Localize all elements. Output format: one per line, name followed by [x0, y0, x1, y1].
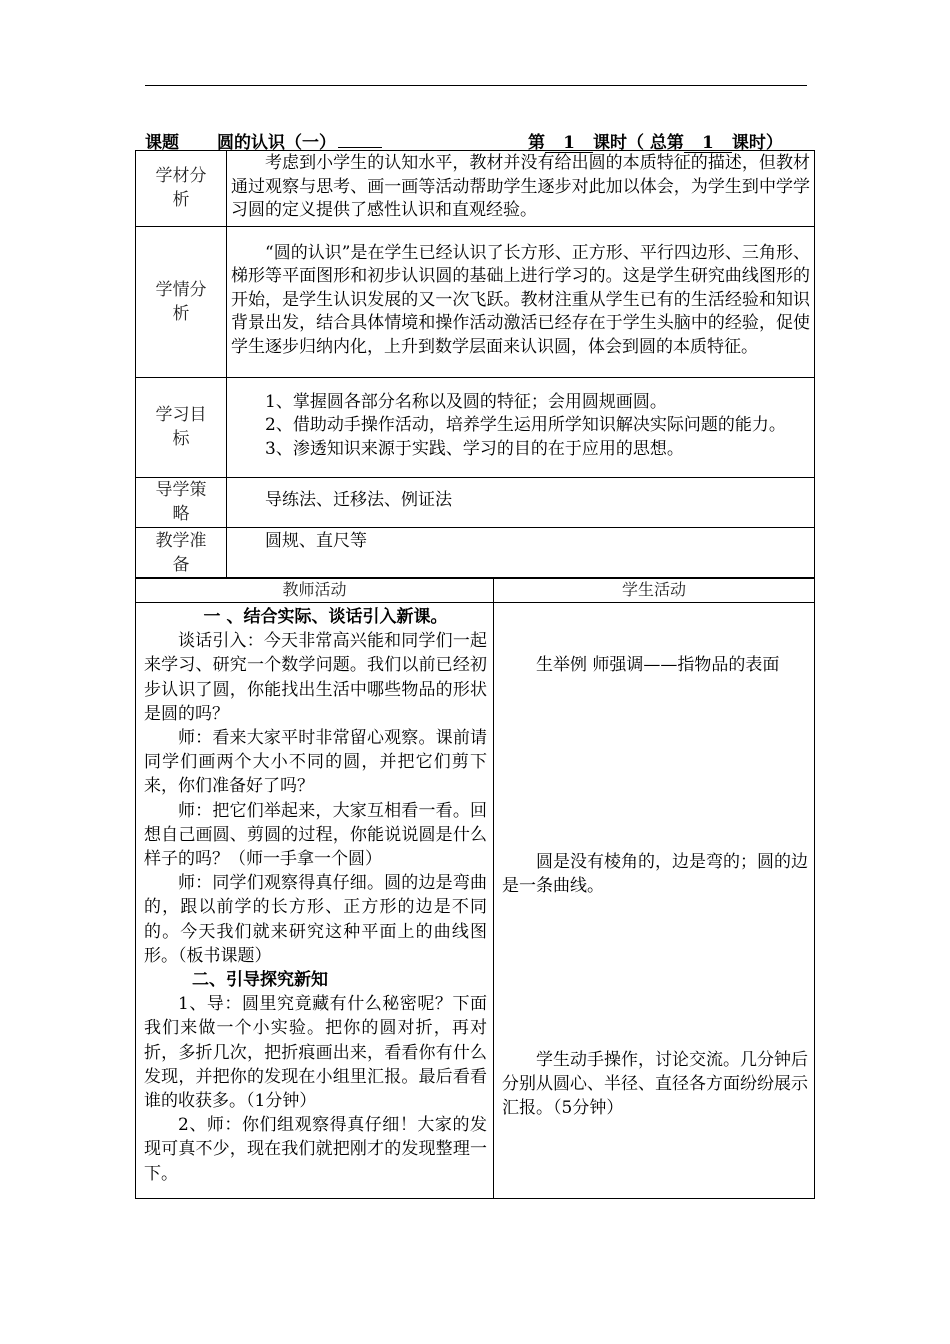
teacher-column-header: 教师活动 — [136, 578, 494, 603]
total-period-number: 1 — [684, 135, 732, 153]
teacher-paragraph: 2、师：你们组观察得真仔细！大家的发现可真不少，现在我们就把刚才的发现整理一下。 — [144, 1115, 487, 1184]
info-label: 学习目标 — [136, 377, 227, 477]
section-title: 一 、结合实际、谈话引入新课。 — [203, 607, 448, 627]
teacher-paragraph: 谈话引入：今天非常高兴能和同学们一起来学习、研究一个数学问题。我们以前已经初步认识了圆，你能找出生活中哪些物品的形状是圆的吗？ — [144, 631, 487, 724]
teacher-paragraph: 师：同学们观察得真仔细。圆的边是弯曲的，跟以前学的长方形、正方形的边是不同的。今天我们就来研究这种平面上的曲线图形。（板书课题） — [144, 873, 487, 966]
info-row-material — [136, 151, 815, 227]
info-label: 学情分析 — [136, 226, 227, 377]
activity-header-row — [136, 578, 815, 603]
info-row-strategy — [136, 477, 815, 527]
student-activity — [494, 603, 815, 1199]
info-label: 导学策略 — [136, 477, 227, 527]
student-paragraph: 圆是没有棱角的，边是弯的；圆的边是一条曲线。 — [502, 852, 808, 897]
period-prefix: 第 — [528, 133, 545, 153]
teacher-paragraph: 师：看来大家平时非常留心观察。课前请同学们画两个大小不同的圆，并把它们剪下来，你们准备好了吗？ — [144, 728, 487, 797]
info-row-goals — [136, 377, 815, 477]
student-column-header: 学生活动 — [494, 578, 815, 603]
info-label: 教学准备 — [136, 527, 227, 578]
period-suffix: 课时） — [731, 133, 783, 153]
period-mid: 课时（ 总第 — [593, 133, 684, 153]
title-blank-line — [338, 132, 382, 148]
teacher-paragraph: 1、导：圆里究竟藏有什么秘密呢？下面我们来做一个小实验。把你的圆对折，再对折，多折几次，把折痕画出来，看看你有什么发现，并把你的发现在小组里汇报。最后看看谁的收获多。（1分钟） — [144, 994, 487, 1112]
info-content: 考虑到小学生的认知水平，教材并没有给出圆的本质特征的描述，但教材通过观察与思考、画一画等活动帮助学生逐步对此加以体会，为学生到中学学习圆的定义提供了感性认识和直观经验。 — [227, 151, 815, 227]
student-paragraph: 学生动手操作，讨论交流。几分钟后分别从圆心、半径、直径各方面纷纷展示汇报。（5分钟） — [502, 1050, 808, 1119]
teacher-paragraph: 师：把它们举起来，大家互相看一看。回想自己画圆、剪圆的过程，你能说说圆是什么样子的吗？（师一手拿一个圆） — [144, 800, 487, 870]
info-content: 导练法、迁移法、例证法 — [227, 477, 815, 527]
student-paragraph: 生举例 师强调——指物品的表面 — [536, 655, 780, 675]
teacher-activity — [136, 603, 494, 1199]
info-label: 学材分析 — [136, 151, 227, 227]
lesson-header — [145, 128, 807, 152]
period-number: 1 — [545, 135, 593, 153]
info-content: “圆的认识”是在学生已经认识了长方形、正方形、平行四边形、三角形、梯形等平面图形和初步认识圆的基础上进行学习的。这是学生研究曲线图形的开始，是学生认识发展的又一次飞跃。教材注重从学生已有的生活经验和知识背景出发，结合具体情境和操作活动激活已经存在于学生头脑中的经验，促使学生逐步归纳内化，上升到数学层面来认识圆，体会到圆的本质特征。 — [227, 226, 815, 377]
info-row-student — [136, 226, 815, 377]
info-content: 1、掌握圆各部分名称以及圆的特征；会用圆规画圆。 2、借助动手操作活动，培养学生运用所学知识解决实际问题的能力。 3、渗透知识来源于实践、学习的目的在于应用的思想。 — [227, 377, 815, 477]
lesson-info-table — [135, 150, 815, 579]
info-content: 圆规、直尺等 — [227, 527, 815, 578]
section-title: 二、引导探究新知 — [192, 970, 328, 991]
activity-table — [135, 577, 815, 1199]
lesson-title: 圆的认识（一） — [217, 133, 336, 153]
info-row-preparation — [136, 527, 815, 578]
activity-body-row — [136, 603, 815, 1199]
lesson-label: 课题 — [145, 133, 179, 153]
top-rule — [145, 85, 807, 86]
